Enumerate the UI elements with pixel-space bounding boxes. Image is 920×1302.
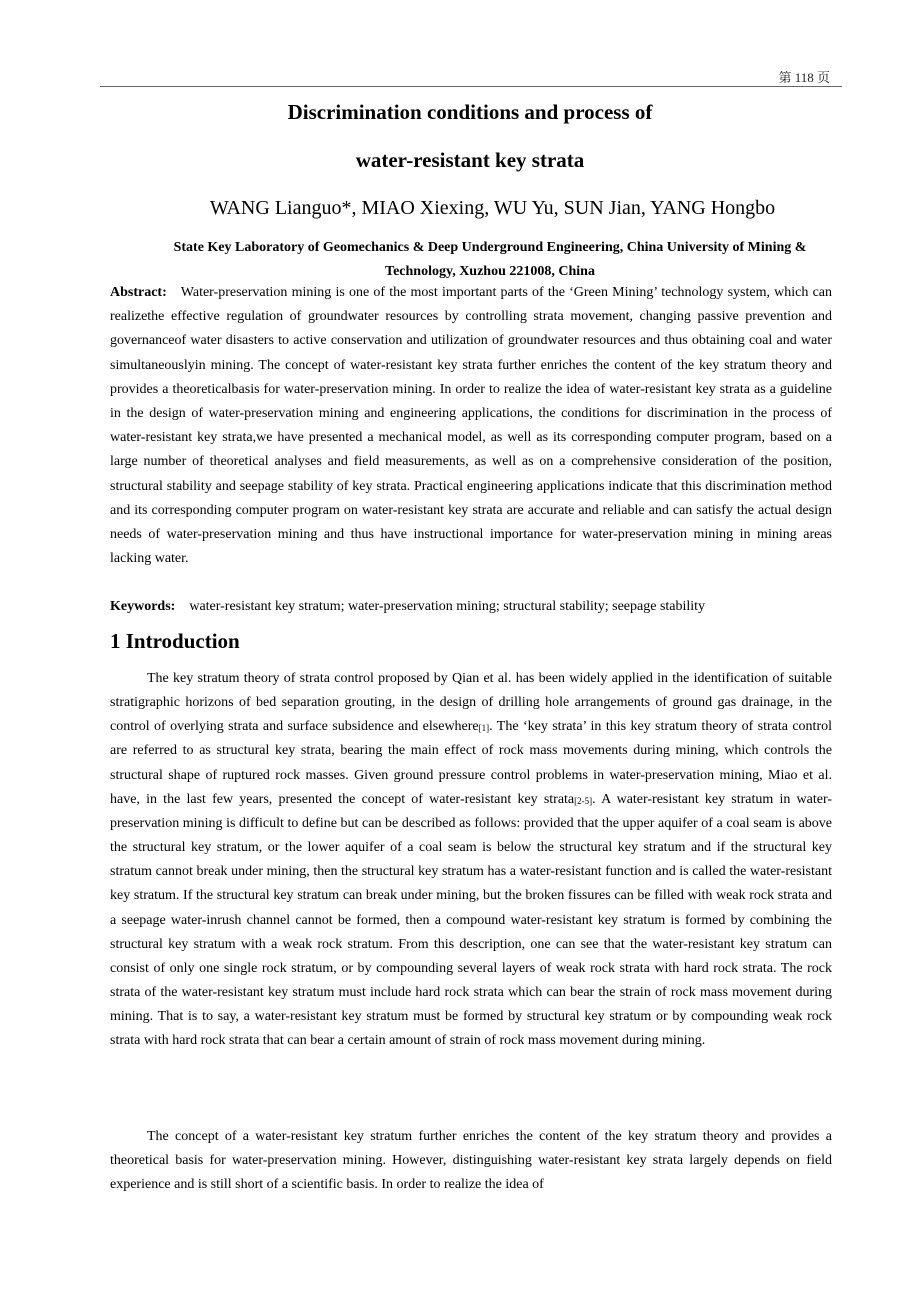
citation-2: [2-5] — [574, 795, 593, 806]
p1-text-a: The key stratum theory of strata control proposed by Qian et al. has been widely applied in the identification of suitable stratigraphic horizons of bed separation grouting, in the design of drilling hole arrangements of ground gas drainage, in the control of overlying strata and surface subsidence and elsewhere — [110, 671, 832, 735]
intro-paragraph-1 — [110, 667, 832, 1054]
intro-paragraph-2: The concept of a water-resistant key stratum further enriches the content of the key stratum theory and provides a theoretical basis for water-preservation mining. However, distinguishing water-resistant key strata largely depends on field experience and is still short of a scientific basis. In order to realize the idea of — [110, 1129, 832, 1193]
abstract-text: Water-preservation mining is one of the most important parts of the ‘Green Mining’ technology system, which can realizethe effective regulation of groundwater resources by controlling strata movement, changing passive prevention and governanceof water disasters to active conservation and utilization of groundwater resources and thus obtaining coal and water simultaneouslyin mining. The concept of water-resistant key strata further enriches the content of the key stratum theory and provides a theoreticalbasis for water-preservation mining. In order to realize the idea of water-resistant key strata as a guideline in the design of water-preservation mining and engineering applications, the conditions for discrimination in the process of water-resistant key strata,we have presented a mechanical model, as well as its corresponding computer program, based on a large number of theoretical analyses and field measurements, as well as on a comprehensive consideration of the position, structural stability and seepage stability of key strata. Practical engineering applications indicate that this discrimination method and its corresponding computer program on water-resistant key strata are accurate and reliable and can satisfy the actual design needs of water-preservation mining and thus have instructional importance for water-preservation mining in mining areas lacking water. — [110, 285, 832, 567]
affiliation: State Key Laboratory of Geomechanics & Deep Underground Engineering, China University of Mining & Technology, Xuzhou 221008, China — [173, 240, 807, 279]
abstract — [110, 281, 832, 571]
p1-text-b: . The ‘key strata’ in this key stratum theory of strata control are referred to as structural key strata, bearing the main effect of rock mass movements during mining, which controls the structural shape of ruptured rock masses. Given ground pressure control problems in water-preservation mining, Miao et al. have, in the last few years, presented the concept of water-resistant key strata — [110, 719, 832, 807]
paper-title-line2: water-resistant key strata — [355, 148, 585, 172]
paper-title-line1: Discrimination conditions and process of — [287, 100, 653, 124]
header-rule — [100, 86, 842, 87]
section-heading: 1 Introduction — [110, 629, 240, 653]
page-number: 第 118 页 — [778, 70, 830, 85]
keywords — [110, 595, 832, 619]
p1-text-c: . A water-resistant key stratum in water-preservation mining is difficult to define but can be described as follows: provided that the upper aquifer of a coal seam is above the structural key stratum, or the lower aquifer of a coal seam is below the structural key stratum and if the structural key stratum cannot break under mining, then the structural key stratum has a water-resistant function and is called the water-resistant key stratum. If the structural key stratum can break under mining, but the broken fissures can be filled with weak rock strata and a seepage water-inrush channel cannot be formed, then a compound water-resistant key stratum is formed by combining the structural key stratum with a weak rock stratum. From this description, one can see that the water-resistant key stratum can consist of only one single rock stratum, or by compounding several layers of weak rock strata with hard rock strata. The rock strata of the water-resistant key stratum must include hard rock strata which can bear the strain of rock mass movement during mining. That is to say, a water-resistant key stratum must be formed by structural key stratum or by compounding weak rock strata with hard rock strata that can bear a certain amount of strain of rock mass movement during mining. — [110, 791, 833, 1049]
citation-1: [1] — [478, 723, 490, 734]
authors: WANG Lianguo*, MIAO Xiexing, WU Yu, SUN Jian, YANG Hongbo — [209, 197, 776, 219]
abstract-label: Abstract: — [110, 285, 167, 300]
keywords-label: Keywords: — [110, 599, 176, 614]
keywords-text: water-resistant key stratum; water-preservation mining; structural stability; seepage stability — [189, 599, 706, 614]
